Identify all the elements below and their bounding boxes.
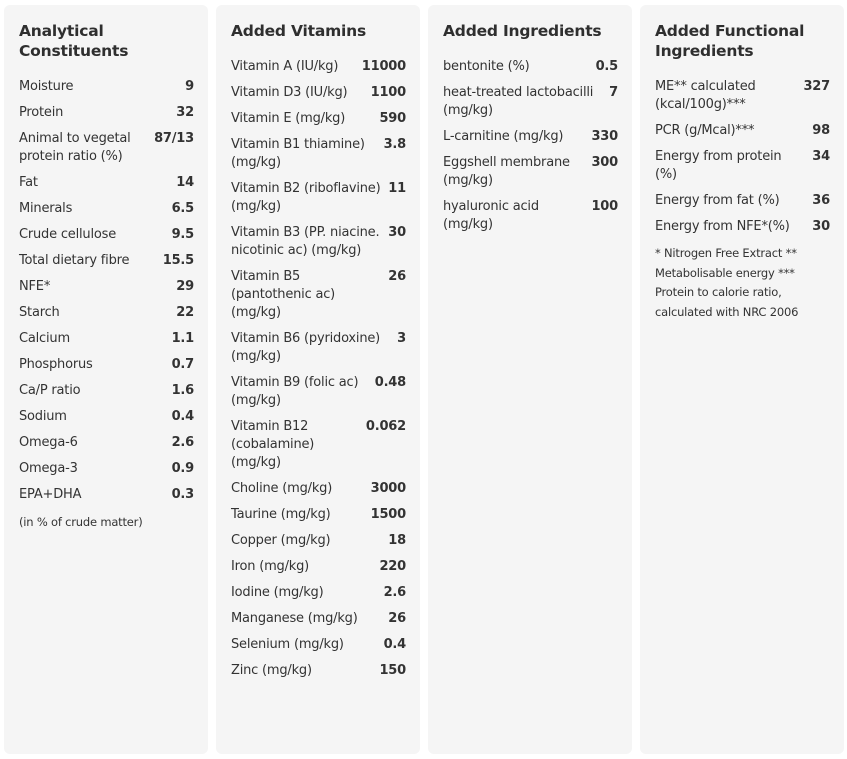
analytical-value: 1.1 (171, 331, 194, 346)
added-ingredients-list (443, 58, 618, 234)
analytical-row (19, 356, 194, 374)
analytical-label: NFE* (19, 279, 51, 294)
vitamin-row (231, 610, 406, 628)
analytical-row (19, 200, 194, 218)
analytical-value: 2.6 (171, 435, 194, 450)
vitamin-row (231, 84, 406, 102)
vitamin-row (231, 268, 406, 322)
vitamin-row (231, 110, 406, 128)
analytical-value: 6.5 (171, 201, 194, 216)
vitamin-label: Taurine (mg/kg) (231, 507, 331, 522)
analytical-row (19, 304, 194, 322)
ingredient-value: 0.5 (595, 59, 618, 74)
analytical-value: 0.4 (171, 409, 194, 424)
analytical-row (19, 408, 194, 426)
analytical-constituents-title (19, 21, 194, 61)
analytical-label: Omega-3 (19, 461, 78, 476)
vitamin-row (231, 480, 406, 498)
analytical-label: Crude cellulose (19, 227, 116, 242)
vitamin-value: 11 (388, 181, 406, 196)
ingredient-value: 330 (591, 129, 618, 144)
vitamin-value: 26 (388, 611, 406, 626)
vitamin-value: 30 (388, 225, 406, 240)
vitamin-label: Vitamin B2 (riboflavine) (mg/kg) (231, 181, 381, 214)
analytical-label: Protein (19, 105, 64, 120)
vitamin-value: 2.6 (383, 585, 406, 600)
vitamin-row (231, 224, 406, 260)
functional-row (655, 122, 830, 140)
functional-value: 34 (812, 149, 830, 164)
analytical-footnote: (in % of crude matter) (19, 515, 143, 529)
vitamin-row (231, 558, 406, 576)
ingredient-row (443, 84, 618, 120)
analytical-label: Total dietary fibre (19, 253, 130, 268)
vitamin-value: 0.48 (374, 375, 406, 390)
vitamin-value: 3.8 (383, 137, 406, 152)
vitamin-label: Vitamin B12 (cobalamine) (mg/kg) (231, 419, 315, 470)
functional-row (655, 148, 830, 184)
vitamin-row (231, 532, 406, 550)
vitamin-value: 18 (388, 533, 406, 548)
vitamin-value: 1100 (370, 85, 406, 100)
vitamin-row (231, 136, 406, 172)
vitamin-row (231, 584, 406, 602)
vitamin-value: 1500 (370, 507, 406, 522)
analytical-constituents-panel (4, 5, 208, 754)
ingredient-value: 300 (591, 155, 618, 170)
ingredient-label: Eggshell membrane (mg/kg) (443, 155, 570, 188)
analytical-label: Calcium (19, 331, 70, 346)
ingredient-label: hyaluronic acid (mg/kg) (443, 199, 539, 232)
functional-row (655, 218, 830, 236)
vitamin-label: Choline (mg/kg) (231, 481, 333, 496)
functional-label: Energy from protein (%) (655, 149, 782, 182)
analytical-row (19, 104, 194, 122)
analytical-row (19, 226, 194, 244)
functional-value: 327 (803, 79, 830, 94)
vitamin-label: Vitamin B1 thiamine) (mg/kg) (231, 137, 365, 170)
vitamin-label: Iron (mg/kg) (231, 559, 310, 574)
analytical-value: 1.6 (171, 383, 194, 398)
vitamin-row (231, 330, 406, 366)
analytical-label: Animal to vegetal protein ratio (%) (19, 131, 131, 164)
vitamin-label: Vitamin D3 (IU/kg) (231, 85, 348, 100)
analytical-value: 29 (176, 279, 194, 294)
analytical-label: Minerals (19, 201, 73, 216)
vitamin-value: 3 (397, 331, 406, 346)
functional-label: ME** calculated (kcal/100g)*** (655, 79, 756, 112)
functional-title-line-2: Ingredients (655, 42, 754, 60)
analytical-row (19, 252, 194, 270)
added-vitamins-list (231, 58, 406, 680)
added-functional-ingredients-title (655, 21, 830, 61)
analytical-value: 0.9 (171, 461, 194, 476)
analytical-title-line-1: Analytical (19, 22, 104, 40)
vitamin-label: Vitamin A (IU/kg) (231, 59, 339, 74)
vitamin-label: Copper (mg/kg) (231, 533, 331, 548)
analytical-label: Moisture (19, 79, 74, 94)
analytical-value: 0.3 (171, 487, 194, 502)
vitamin-label: Vitamin B9 (folic ac) (mg/kg) (231, 375, 359, 408)
added-functional-ingredients-panel (640, 5, 844, 754)
analytical-label: Ca/P ratio (19, 383, 81, 398)
vitamin-row (231, 662, 406, 680)
functional-value: 98 (812, 123, 830, 138)
analytical-constituents-list (19, 78, 194, 504)
analytical-label: Sodium (19, 409, 67, 424)
analytical-row (19, 382, 194, 400)
ingredient-label: heat-treated lactobacilli (mg/kg) (443, 85, 594, 118)
analytical-label: Fat (19, 175, 38, 190)
functional-title-line-1: Added Functional (655, 22, 805, 40)
analytical-label: Starch (19, 305, 60, 320)
analytical-row (19, 486, 194, 504)
vitamin-row (231, 374, 406, 410)
vitamin-label: Iodine (mg/kg) (231, 585, 324, 600)
vitamin-label: Vitamin B5 (pantothenic ac) (mg/kg) (231, 269, 336, 320)
added-ingredients-panel (428, 5, 632, 754)
analytical-row (19, 174, 194, 192)
ingredient-label: L-carnitine (mg/kg) (443, 129, 564, 144)
vitamin-label: Selenium (mg/kg) (231, 637, 344, 652)
ingredient-value: 7 (609, 85, 618, 100)
ingredient-row (443, 198, 618, 234)
functional-label: Energy from fat (%) (655, 193, 780, 208)
vitamin-value: 0.4 (383, 637, 406, 652)
functional-label: Energy from NFE*(%) (655, 219, 790, 234)
analytical-title-line-2: Constituents (19, 42, 129, 60)
added-ingredients-title: Added Ingredients (443, 22, 602, 40)
ingredient-value: 100 (591, 199, 618, 214)
analytical-value: 9.5 (171, 227, 194, 242)
analytical-value: 22 (176, 305, 194, 320)
analytical-value: 32 (176, 105, 194, 120)
vitamin-value: 0.062 (365, 419, 406, 434)
functional-value: 30 (812, 219, 830, 234)
vitamin-label: Vitamin B6 (pyridoxine) (mg/kg) (231, 331, 381, 364)
vitamin-row (231, 58, 406, 76)
analytical-value: 87/13 (154, 131, 194, 146)
vitamin-label: Zinc (mg/kg) (231, 663, 312, 678)
analytical-row (19, 460, 194, 478)
functional-value: 36 (812, 193, 830, 208)
analytical-value: 9 (185, 79, 194, 94)
vitamin-row (231, 636, 406, 654)
added-vitamins-title: Added Vitamins (231, 22, 367, 40)
ingredient-row (443, 154, 618, 190)
functional-footnote: * Nitrogen Free Extract ** Metabolisable energy *** Protein to calorie ratio, calculated with NRC 2006 (655, 246, 799, 319)
added-vitamins-panel (216, 5, 420, 754)
vitamin-label: Manganese (mg/kg) (231, 611, 358, 626)
analytical-row (19, 78, 194, 96)
vitamin-label: Vitamin B3 (PP. niacine. nicotinic ac) (mg/kg) (231, 225, 380, 258)
functional-row (655, 78, 830, 114)
vitamin-label: Vitamin E (mg/kg) (231, 111, 346, 126)
analytical-value: 15.5 (162, 253, 194, 268)
vitamin-row (231, 418, 406, 472)
vitamin-row (231, 180, 406, 216)
functional-row (655, 192, 830, 210)
added-functional-ingredients-list (655, 78, 830, 236)
analytical-row (19, 278, 194, 296)
vitamin-row (231, 506, 406, 524)
ingredient-row (443, 58, 618, 76)
vitamin-value: 3000 (370, 481, 406, 496)
vitamin-value: 590 (379, 111, 406, 126)
functional-label: PCR (g/Mcal)*** (655, 123, 755, 138)
vitamin-value: 11000 (361, 59, 406, 74)
analytical-value: 14 (176, 175, 194, 190)
analytical-label: Phosphorus (19, 357, 93, 372)
analytical-label: EPA+DHA (19, 487, 82, 502)
analytical-value: 0.7 (171, 357, 194, 372)
ingredient-label: bentonite (%) (443, 59, 530, 74)
vitamin-value: 26 (388, 269, 406, 284)
analytical-row (19, 434, 194, 452)
analytical-row (19, 130, 194, 166)
analytical-row (19, 330, 194, 348)
analytical-label: Omega-6 (19, 435, 78, 450)
ingredient-row (443, 128, 618, 146)
vitamin-value: 150 (379, 663, 406, 678)
vitamin-value: 220 (379, 559, 406, 574)
